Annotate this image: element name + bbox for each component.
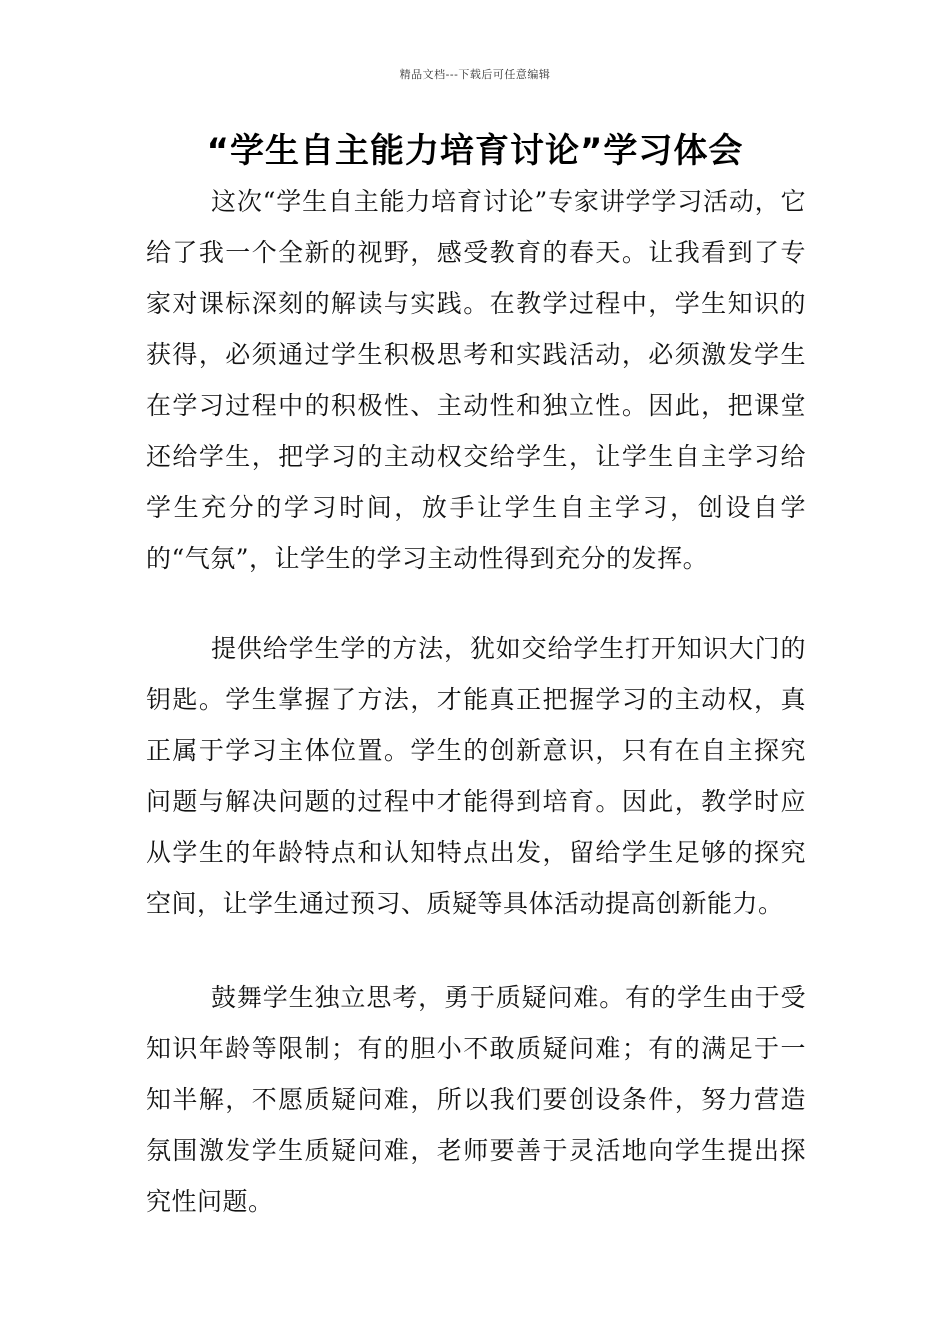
paragraph-3: 鼓舞学生独立思考，勇于质疑问难。有的学生由于受知识年龄等限制；有的胆小不敢质疑问难；有的满足于一知半解，不愿质疑问难，所以我们要创设条件，努力营造氛围激发学生质疑问难，老师要善于灵活地向学生提出探究性问题。 [146, 983, 806, 1216]
paragraph-2: 提供给学生学的方法，犹如交给学生打开知识大门的钥匙。学生掌握了方法，才能真正把握学习的主动权，真正属于学习主体位置。学生的创新意识，只有在自主探究问题与解决问题的过程中才能得到培育。因此，教学时应从学生的年龄特点和认知特点出发，留给学生足够的探究空间，让学生通过预习、质疑等具体活动提高创新能力。 [146, 634, 806, 918]
paragraph-1: 这次“学生自主能力培育讨论”专家讲学学习活动，它给了我一个全新的视野，感受教育的春天。让我看到了专家对课标深刻的解读与实践。在教学过程中，学生知识的获得，必须通过学生积极思考和实践活动，必须激发学生在学习过程中的积极性、主动性和独立性。因此，把课堂还给学生，把学习的主动权交给学生，让学生自主学习给学生充分的学习时间，放手让学生自主学习，创设自学的“气氛”，让学生的学习主动性得到充分的发挥。 [146, 187, 806, 573]
document-title: “学生自主能力培育讨论”学习体会 [206, 131, 744, 171]
header-note: 精品文档---下载后可任意编辑 [399, 68, 551, 81]
